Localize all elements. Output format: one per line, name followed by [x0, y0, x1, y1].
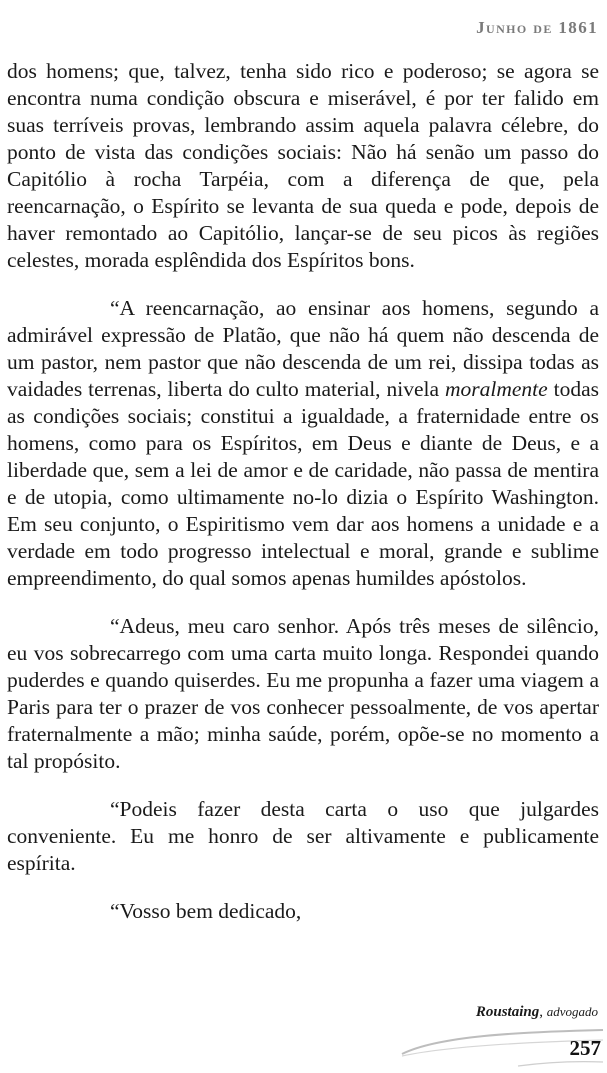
signature-role: advogado	[546, 1004, 598, 1019]
paragraph-2-part-a: “A reencarnação, ao ensinar aos homens, segundo a admirável expressão de Platão, que não há quem não descenda de um pastor, nem pastor que não descenda de um rei, dissipa todas as vaidades terrenas, liberta do culto material, nivela	[7, 296, 599, 401]
signature-name: Roustaing	[475, 1004, 540, 1020]
paragraph-2	[7, 295, 599, 592]
paragraph-2-part-b: todas as condições sociais; constitui a igualdade, a fraternidade entre os homens, como para os Espíritos, em Deus e diante de Deus, e a liberdade que, sem a lei de amor e de caridade, não passa de mentira e de utopia, como ultimamente no-lo dizia o Espírito Washington. Em seu conjunto, o Espiritismo vem dar aos homens a unidade e a verdade em todo progresso intelectual e moral, grande e sublime empreendimento, do qual somos apenas humildes apóstolos.	[7, 377, 599, 590]
paragraph-1: dos homens; que, talvez, tenha sido rico e poderoso; se agora se encontra numa condição obscura e miserável, é por ter falido em suas terríveis provas, lembrando assim aquela palavra célebre, do ponto de vista das condições sociais: Não há senão um passo do Capitólio à rocha Tarpéia, com a diferença de que, pela reencarnação, o Espírito se levanta de sua queda e pode, depois de haver remontado ao Capitólio, lançar-se de seu picos às regiões celestes, morada esplêndida dos Espíritos bons.	[7, 59, 599, 272]
emphasis-moralmente: moralmente	[444, 377, 548, 401]
signature-separator: ,	[539, 1004, 547, 1020]
page-number-box	[398, 1016, 607, 1073]
running-header: Junho de 1861	[476, 18, 598, 37]
paragraph-3: “Adeus, meu caro senhor. Após três meses de silêncio, eu vos sobrecarrego com uma carta muito longa. Respondei quando puderdes e quando quiserdes. Eu me propunha a fazer uma viagem a Paris para ter o prazer de vos conhecer pessoalmente, de vos apertar fraternalmente a mão; minha saúde, porém, opõe-se no momento a tal propósito.	[7, 614, 599, 773]
page-number: 257	[569, 1036, 601, 1060]
body-text	[7, 58, 599, 946]
paragraph-5: “Vosso bem dedicado,	[110, 899, 302, 923]
paragraph-4: “Podeis fazer desta carta o uso que julgardes conveniente. Eu me honro de ser altivamente e publicamente espírita.	[7, 797, 599, 875]
